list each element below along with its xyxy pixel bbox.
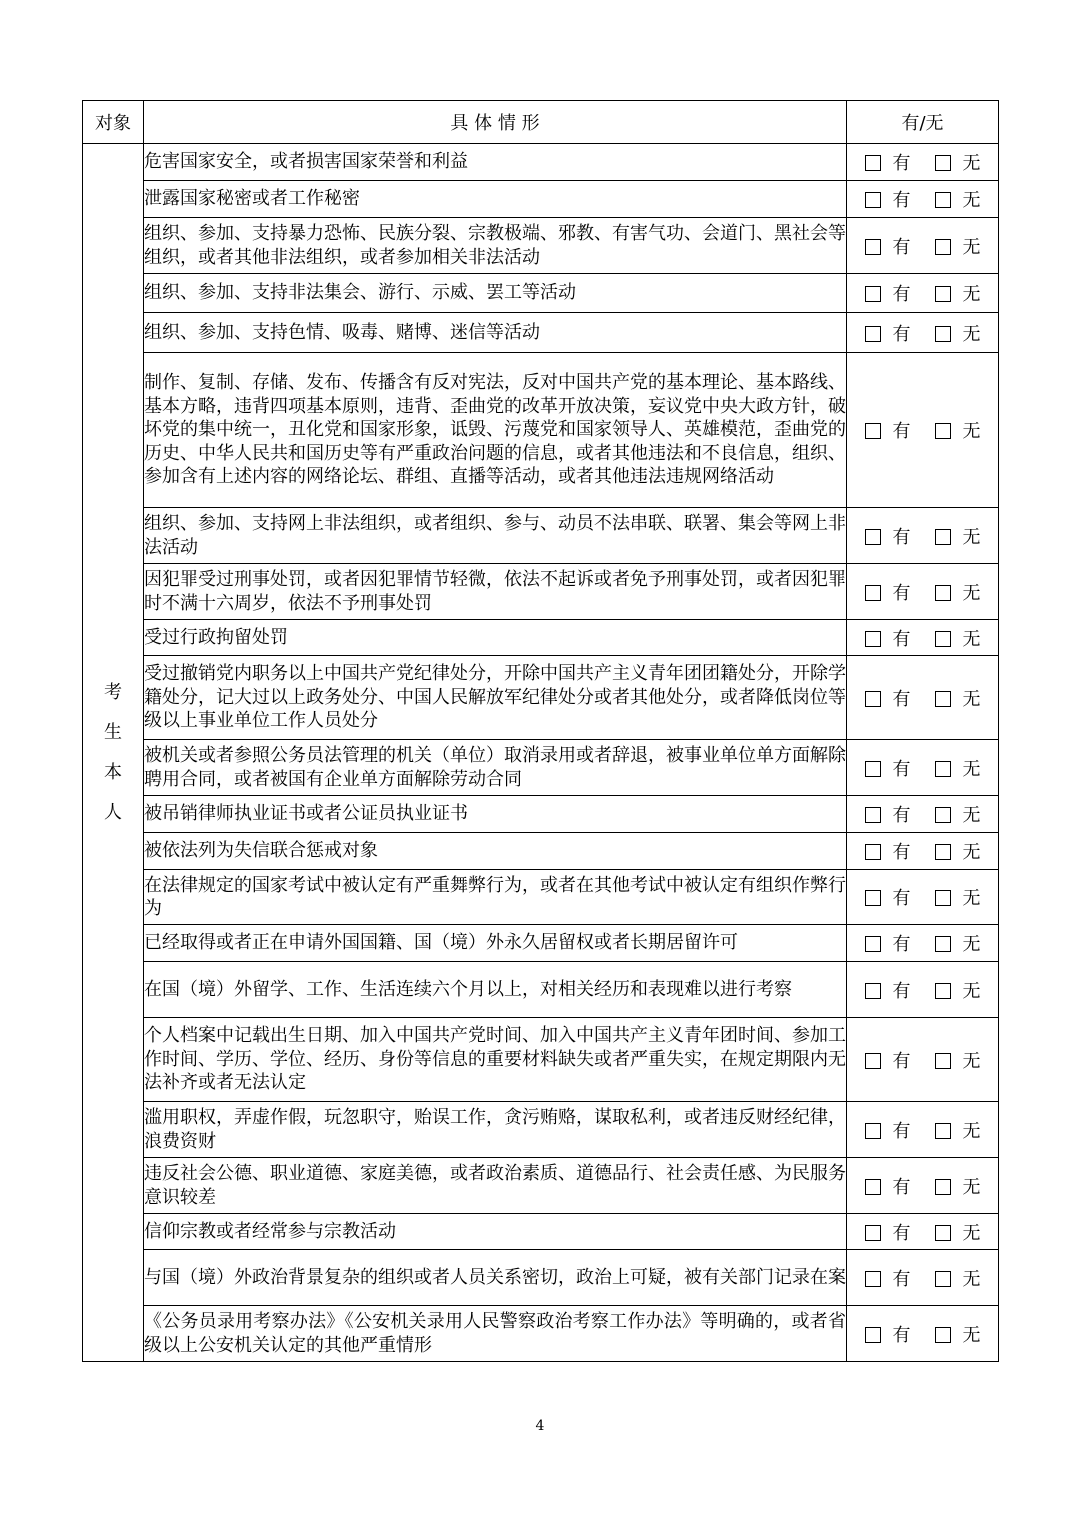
no-label: 无 — [962, 323, 981, 345]
no-option[interactable] — [935, 1265, 981, 1291]
no-option[interactable] — [935, 280, 981, 306]
table-row — [83, 1102, 999, 1158]
no-checkbox-icon[interactable] — [935, 529, 951, 545]
yes-no-cell — [847, 508, 999, 564]
yes-option[interactable] — [865, 186, 911, 212]
no-option[interactable] — [935, 838, 981, 864]
no-label: 无 — [962, 1120, 981, 1142]
situation-text: 组织、参加、支持网上非法组织，或者组织、参与、动员不法串联、联署、集会等网上非法活动 — [144, 508, 847, 564]
no-checkbox-icon[interactable] — [935, 1327, 951, 1343]
yes-label: 有 — [892, 1120, 911, 1142]
no-checkbox-icon[interactable] — [935, 631, 951, 647]
yes-label: 有 — [892, 153, 911, 174]
situation-text: 泄露国家秘密或者工作秘密 — [144, 181, 847, 218]
yes-checkbox-icon[interactable] — [865, 585, 881, 601]
situation-text: 个人档案中记载出生日期、加入中国共产党时间、加入中国共产主义青年团时间、参加工作时间、学历、学位、经历、身份等信息的重要材料缺失或者严重失实，在规定期限内无法补齐或者无法认定 — [144, 1018, 847, 1102]
yes-option[interactable] — [865, 1321, 911, 1347]
no-option[interactable] — [935, 320, 981, 346]
yes-option[interactable] — [865, 280, 911, 306]
yes-label: 有 — [892, 1324, 911, 1346]
yes-checkbox-icon[interactable] — [865, 761, 881, 777]
yes-no-cell — [847, 833, 999, 870]
yes-label: 有 — [892, 758, 911, 780]
situation-text: 已经取得或者正在申请外国国籍、国（境）外永久居留权或者长期居留许可 — [144, 925, 847, 962]
table-row — [83, 833, 999, 870]
yes-checkbox-icon[interactable] — [865, 1123, 881, 1139]
no-label: 无 — [962, 582, 981, 604]
yes-no-cell — [847, 740, 999, 796]
yes-checkbox-icon[interactable] — [865, 691, 881, 707]
yes-no-cell — [847, 925, 999, 962]
no-option[interactable] — [935, 1173, 981, 1199]
yes-option[interactable] — [865, 755, 911, 781]
situation-text: 受过行政拘留处罚 — [144, 620, 847, 656]
situation-text: 被机关或者参照公务员法管理的机关（单位）取消录用或者辞退，被事业单位单方面解除聘用合同，或者被国有企业单方面解除劳动合同 — [144, 740, 847, 796]
table-row — [83, 656, 999, 740]
situation-text: 在国（境）外留学、工作、生活连续六个月以上，对相关经历和表现难以进行考察 — [144, 962, 847, 1018]
no-checkbox-icon[interactable] — [935, 761, 951, 777]
table-row — [83, 1018, 999, 1102]
yes-option[interactable] — [865, 1173, 911, 1199]
no-checkbox-icon[interactable] — [935, 936, 951, 952]
yes-no-cell — [847, 181, 999, 218]
yes-no-cell — [847, 1250, 999, 1306]
no-checkbox-icon[interactable] — [935, 691, 951, 707]
no-checkbox-icon[interactable] — [935, 983, 951, 999]
no-option[interactable] — [935, 930, 981, 956]
no-label: 无 — [962, 842, 981, 863]
no-label: 无 — [962, 758, 981, 780]
header-situation: 具 体 情 形 — [144, 101, 847, 144]
no-option[interactable] — [935, 884, 981, 910]
no-checkbox-icon[interactable] — [935, 155, 951, 171]
table-row — [83, 1250, 999, 1306]
yes-no-cell — [847, 144, 999, 181]
no-option[interactable] — [935, 977, 981, 1003]
no-label: 无 — [962, 236, 981, 258]
no-option[interactable] — [935, 523, 981, 549]
yes-no-cell — [847, 1306, 999, 1362]
no-label: 无 — [962, 421, 981, 442]
no-option[interactable] — [935, 417, 981, 443]
no-checkbox-icon[interactable] — [935, 1123, 951, 1139]
yes-no-cell — [847, 1102, 999, 1158]
yes-option[interactable] — [865, 838, 911, 864]
yes-label: 有 — [892, 934, 911, 955]
no-option[interactable] — [935, 1117, 981, 1143]
political-review-table — [82, 100, 999, 1362]
yes-option[interactable] — [865, 1117, 911, 1143]
situation-text: 信仰宗教或者经常参与宗教活动 — [144, 1214, 847, 1250]
no-option[interactable] — [935, 625, 981, 651]
yes-option[interactable] — [865, 625, 911, 651]
yes-label: 有 — [892, 190, 911, 211]
yes-no-cell — [847, 1214, 999, 1250]
yes-no-cell — [847, 796, 999, 833]
no-label: 无 — [962, 190, 981, 211]
no-option[interactable] — [935, 233, 981, 259]
no-label: 无 — [962, 805, 981, 826]
table-row — [83, 925, 999, 962]
no-option[interactable] — [935, 801, 981, 827]
no-label: 无 — [962, 888, 981, 909]
table-row — [83, 796, 999, 833]
no-label: 无 — [962, 1176, 981, 1198]
no-option[interactable] — [935, 186, 981, 212]
no-checkbox-icon[interactable] — [935, 807, 951, 823]
yes-checkbox-icon[interactable] — [865, 807, 881, 823]
situation-text: 因犯罪受过刑事处罚，或者因犯罪情节轻微，依法不起诉或者免予刑事处罚，或者因犯罪时不满十六周岁，依法不予刑事处罚 — [144, 564, 847, 620]
table-row — [83, 353, 999, 508]
situation-text: 组织、参加、支持色情、吸毒、赌博、迷信等活动 — [144, 313, 847, 353]
yes-checkbox-icon[interactable] — [865, 239, 881, 255]
yes-checkbox-icon[interactable] — [865, 890, 881, 906]
yes-option[interactable] — [865, 685, 911, 711]
yes-no-cell — [847, 962, 999, 1018]
yes-no-cell — [847, 564, 999, 620]
yes-label: 有 — [892, 1268, 911, 1290]
yes-no-cell — [847, 353, 999, 508]
yes-checkbox-icon[interactable] — [865, 983, 881, 999]
yes-option[interactable] — [865, 233, 911, 259]
yes-label: 有 — [892, 1222, 911, 1244]
yes-no-cell — [847, 1158, 999, 1214]
yes-checkbox-icon[interactable] — [865, 1053, 881, 1069]
situation-text: 与国（境）外政治背景复杂的组织或者人员关系密切，政治上可疑，被有关部门记录在案 — [144, 1250, 847, 1306]
table-row — [83, 181, 999, 218]
no-label: 无 — [962, 980, 981, 1002]
yes-option[interactable] — [865, 930, 911, 956]
yes-label: 有 — [892, 526, 911, 548]
table-row — [83, 218, 999, 274]
yes-checkbox-icon[interactable] — [865, 844, 881, 860]
yes-no-cell — [847, 218, 999, 274]
no-label: 无 — [962, 1222, 981, 1244]
yes-checkbox-icon[interactable] — [865, 192, 881, 208]
yes-checkbox-icon[interactable] — [865, 936, 881, 952]
table-row — [83, 870, 999, 925]
no-option[interactable] — [935, 1321, 981, 1347]
no-checkbox-icon[interactable] — [935, 239, 951, 255]
no-checkbox-icon[interactable] — [935, 1271, 951, 1287]
situation-text: 《公务员录用考察办法》《公安机关录用人民警察政治考察工作办法》等明确的，或者省级以上公安机关认定的其他严重情形 — [144, 1306, 847, 1362]
yes-checkbox-icon[interactable] — [865, 1179, 881, 1195]
table-row — [83, 508, 999, 564]
no-option[interactable] — [935, 579, 981, 605]
situation-text: 受过撤销党内职务以上中国共产党纪律处分，开除中国共产主义青年团团籍处分，开除学籍处分，记大过以上政务处分、中国人民解放军纪律处分或者其他处分，或者降低岗位等级以上事业单位工作人员处分 — [144, 656, 847, 740]
yes-checkbox-icon[interactable] — [865, 1271, 881, 1287]
yes-label: 有 — [892, 888, 911, 909]
yes-checkbox-icon[interactable] — [865, 1225, 881, 1241]
yes-option[interactable] — [865, 320, 911, 346]
yes-label: 有 — [892, 628, 911, 650]
situation-text: 违反社会公德、职业道德、家庭美德，或者政治素质、道德品行、社会责任感、为民服务意识较差 — [144, 1158, 847, 1214]
no-option[interactable] — [935, 755, 981, 781]
yes-checkbox-icon[interactable] — [865, 326, 881, 342]
no-label: 无 — [962, 934, 981, 955]
no-label: 无 — [962, 284, 981, 305]
table-row — [83, 1214, 999, 1250]
yes-no-cell — [847, 620, 999, 656]
no-checkbox-icon[interactable] — [935, 286, 951, 302]
no-option[interactable] — [935, 685, 981, 711]
no-label: 无 — [962, 1268, 981, 1290]
header-yes-no: 有/无 — [847, 101, 999, 144]
yes-checkbox-icon[interactable] — [865, 631, 881, 647]
situation-text: 组织、参加、支持非法集会、游行、示威、罢工等活动 — [144, 274, 847, 313]
no-checkbox-icon[interactable] — [935, 1053, 951, 1069]
yes-checkbox-icon[interactable] — [865, 423, 881, 439]
object-label: 考生本人 — [104, 681, 122, 823]
yes-option[interactable] — [865, 523, 911, 549]
no-option[interactable] — [935, 149, 981, 175]
yes-label: 有 — [892, 582, 911, 604]
no-checkbox-icon[interactable] — [935, 844, 951, 860]
no-label: 无 — [962, 1050, 981, 1072]
no-option[interactable] — [935, 1219, 981, 1245]
situation-text: 组织、参加、支持暴力恐怖、民族分裂、宗教极端、邪教、有害气功、会道门、黑社会等组织，或者其他非法组织，或者参加相关非法活动 — [144, 218, 847, 274]
situation-text: 被依法列为失信联合惩戒对象 — [144, 833, 847, 870]
table-row — [83, 1158, 999, 1214]
yes-label: 有 — [892, 980, 911, 1002]
table-row — [83, 1306, 999, 1362]
no-label: 无 — [962, 628, 981, 650]
yes-checkbox-icon[interactable] — [865, 155, 881, 171]
yes-option[interactable] — [865, 1219, 911, 1245]
no-checkbox-icon[interactable] — [935, 585, 951, 601]
no-checkbox-icon[interactable] — [935, 1179, 951, 1195]
no-label: 无 — [962, 526, 981, 548]
yes-option[interactable] — [865, 977, 911, 1003]
situation-text: 危害国家安全，或者损害国家荣誉和利益 — [144, 144, 847, 181]
yes-no-cell — [847, 656, 999, 740]
no-checkbox-icon[interactable] — [935, 890, 951, 906]
yes-label: 有 — [892, 421, 911, 442]
situation-text: 制作、复制、存储、发布、传播含有反对宪法，反对中国共产党的基本理论、基本路线、基本方略，违背四项基本原则，违背、歪曲党的改革开放决策，妄议党中央大政方针，破坏党的集中统一，丑化党和国家形象，诋毁、污蔑党和国家领导人、英雄模范，歪曲党的历史、中华人民共和国历史等有严重政治问题的信息，或者其他违法和不良信息，组织、参加含有上述内容的网络论坛、群组、直播等活动，或者其他违法违规网络活动 — [144, 353, 847, 508]
yes-label: 有 — [892, 323, 911, 345]
table-row — [83, 144, 999, 181]
yes-no-cell — [847, 313, 999, 353]
yes-label: 有 — [892, 805, 911, 826]
yes-option[interactable] — [865, 579, 911, 605]
object-cell — [83, 144, 144, 1362]
yes-option[interactable] — [865, 801, 911, 827]
situation-text: 滥用职权，弄虚作假，玩忽职守，贻误工作，贪污贿赂，谋取私利，或者违反财经纪律，浪费资财 — [144, 1102, 847, 1158]
yes-option[interactable] — [865, 884, 911, 910]
yes-checkbox-icon[interactable] — [865, 529, 881, 545]
table-header-row — [83, 101, 999, 144]
table-row — [83, 740, 999, 796]
yes-no-cell — [847, 274, 999, 313]
no-label: 无 — [962, 153, 981, 174]
yes-option[interactable] — [865, 149, 911, 175]
yes-option[interactable] — [865, 1047, 911, 1073]
yes-label: 有 — [892, 1050, 911, 1072]
yes-no-cell — [847, 870, 999, 925]
yes-checkbox-icon[interactable] — [865, 1327, 881, 1343]
yes-checkbox-icon[interactable] — [865, 286, 881, 302]
situation-text: 被吊销律师执业证书或者公证员执业证书 — [144, 796, 847, 833]
yes-option[interactable] — [865, 1265, 911, 1291]
yes-label: 有 — [892, 236, 911, 258]
yes-no-cell — [847, 1018, 999, 1102]
table-row — [83, 620, 999, 656]
no-label: 无 — [962, 688, 981, 710]
no-option[interactable] — [935, 1047, 981, 1073]
situation-text: 在法律规定的国家考试中被认定有严重舞弊行为，或者在其他考试中被认定有组织作弊行为 — [144, 870, 847, 925]
yes-label: 有 — [892, 688, 911, 710]
yes-label: 有 — [892, 1176, 911, 1198]
yes-option[interactable] — [865, 417, 911, 443]
no-checkbox-icon[interactable] — [935, 423, 951, 439]
table-row — [83, 962, 999, 1018]
yes-label: 有 — [892, 842, 911, 863]
no-label: 无 — [962, 1324, 981, 1346]
table-row — [83, 274, 999, 313]
table-row — [83, 313, 999, 353]
no-checkbox-icon[interactable] — [935, 326, 951, 342]
page-number: 4 — [535, 1418, 545, 1434]
no-checkbox-icon[interactable] — [935, 1225, 951, 1241]
header-object: 对象 — [83, 101, 144, 144]
yes-label: 有 — [892, 284, 911, 305]
table-row — [83, 564, 999, 620]
no-checkbox-icon[interactable] — [935, 192, 951, 208]
